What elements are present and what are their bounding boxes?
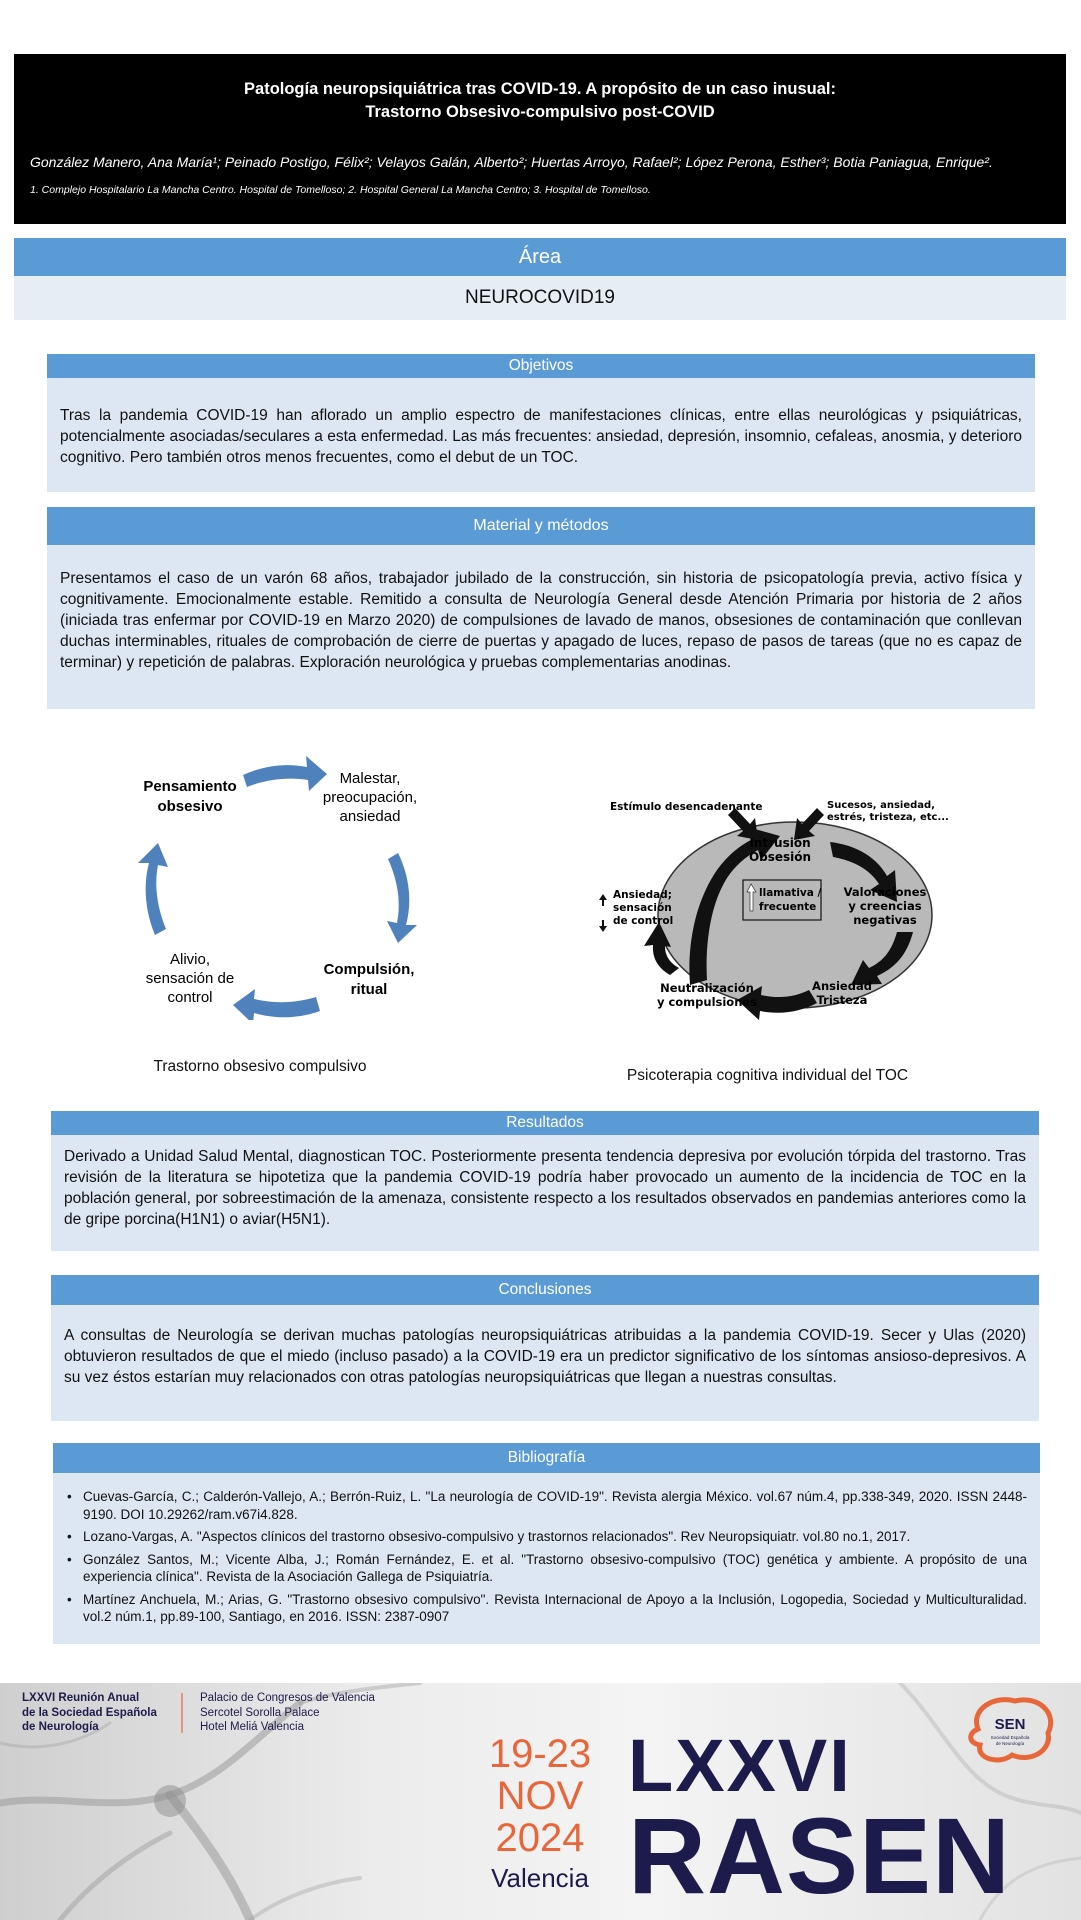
node-pensamiento-1: Pensamiento <box>143 778 237 795</box>
sen-logo-sub-2: de Neurología <box>995 1741 1025 1746</box>
city: Valencia <box>491 1863 589 1893</box>
cycle-arrow-top <box>243 756 327 791</box>
authors: González Manero, Ana María¹; Peinado Postigo, Félix²; Velayos Galán, Alberto²; Huertas Arroyo, Rafael²; López Perona, Esther³; Botia Paniagua, Enrique². <box>30 154 993 170</box>
sen-logo-sub-1: Sociedad Española <box>990 1735 1030 1740</box>
bibliografia-panel <box>53 1473 1040 1644</box>
figure1-caption: Trastorno obsesivo compulsivo <box>153 1058 367 1075</box>
control-down-arrow <box>599 894 607 906</box>
org-line-2: de la Sociedad Española <box>22 1706 157 1719</box>
label-neutralizacion-2: y compulsiones <box>656 995 758 1009</box>
venue-line-2: Sercotel Sorolla Palace <box>200 1706 320 1719</box>
control-up-arrow <box>599 920 607 932</box>
affiliations: 1. Complejo Hospitalario La Mancha Centro. Hospital de Tomelloso; 2. Hospital General La Mancha Centro; 3. Hospital de Tomelloso. <box>30 184 651 196</box>
bibliografia-list <box>53 1488 1027 1626</box>
dates-year: 2024 <box>495 1816 585 1860</box>
label-valoraciones-1: Valoraciones <box>843 885 927 899</box>
bib-item: • González Santos, M.; Vicente Alba, J.; Román Fernández, E. et al. "Trastorno obsesivo-compulsivo (TOC) genética y ambiente. A propósito de una experiencia clínica". Revista de la Asociación Gallega de Psiquiatría. <box>67 1551 1027 1586</box>
cognitive-model-diagram <box>595 790 950 1035</box>
label-intrusion-2: Obsesión <box>748 850 812 864</box>
node-compulsion-1: Compulsión, <box>323 961 415 978</box>
cycle-arrow-right <box>387 853 417 943</box>
title-line-2: Trastorno Obsesivo-compulsivo post-COVID <box>365 103 715 121</box>
node-malestar-3: ansiedad <box>339 808 401 825</box>
bib-item: • Martínez Anchuela, M.; Arias, G. "Trastorno obsesivo compulsivo". Revista Internacional de Apoyo a la Inclusión, Logopedia, Sociedad y Multiculturalidad. vol.2 núm.1, pp.89-100, Santiago, en 2016. ISSN: 2387-0907 <box>67 1591 1027 1626</box>
area-heading: Área <box>14 238 1066 276</box>
congress-footer <box>0 1683 1081 1920</box>
event-number: LXXVI <box>628 1724 852 1807</box>
node-malestar-2: preocupación, <box>322 789 418 806</box>
label-estimulo: Estímulo desencadenante <box>610 801 763 813</box>
resultados-text: Derivado a Unidad Salud Mental, diagnostican TOC. Posteriormente presenta tendencia depresiva por evolución tórpida del trastorno. Tras revisión de la literatura se hipotetiza que la pandemia COVID-19 podría haber provocado un aumento de la incidencia de TOC en la población general, por sobreestimación de la amenaza, consistente respecto a los resultados observados en pandemias anteriores como la de gripe porcina(H1N1) o aviar(H5N1). <box>51 1135 1039 1251</box>
llamativa-box <box>743 880 821 920</box>
label-sucesos-2: estrés, tristeza, etc... <box>827 812 949 823</box>
org-line-3: de Neurología <box>22 1721 99 1733</box>
node-malestar-1: Malestar, <box>339 770 401 787</box>
node-pensamiento-2: obsesivo <box>157 798 223 815</box>
sen-logo-text: SEN <box>994 1716 1026 1733</box>
figure2-caption: Psicoterapia cognitiva individual del TOC <box>626 1067 909 1084</box>
poster-title <box>14 78 1066 124</box>
node-alivio-2: sensación de <box>145 970 235 987</box>
cycle-arrow-left <box>138 843 168 935</box>
dates-block <box>480 1733 600 1859</box>
objetivos-heading: Objetivos <box>47 354 1035 378</box>
org-line-1: LXXVI Reunión Anual <box>22 1692 140 1704</box>
sen-logo <box>960 1689 1060 1769</box>
label-neutralizacion-1: Neutralización <box>660 981 754 995</box>
material-heading: Material y métodos <box>47 507 1035 545</box>
org-block <box>22 1691 157 1735</box>
poster-header <box>14 54 1066 224</box>
conclusiones-text: A consultas de Neurología se derivan muchas patologías neuropsiquiátricas atribuidas a la pandemia COVID-19. Secer y Ulas (2020) obtuvieron resultados de que el miedo (incluso pasado) a la COVID-19 era un predictor significativo de los síntomas ansioso-depresivos. A su vez éstos estarían muy relacionados con otras patologías neuropsiquiátricas que llegan a nuestras consultas. <box>51 1305 1039 1421</box>
conclusiones-heading: Conclusiones <box>51 1275 1039 1305</box>
venue-line-1: Palacio de Congresos de Valencia <box>200 1692 375 1704</box>
event-name: RASEN <box>628 1795 1012 1916</box>
cycle-arrow-bottom <box>233 989 320 1020</box>
node-compulsion-2: ritual <box>350 981 388 998</box>
venue-block <box>200 1691 375 1735</box>
dates-days: 19-23 <box>488 1732 592 1776</box>
area-value: NEUROCOVID19 <box>14 276 1066 320</box>
label-ansiedad-2: Tristeza <box>816 993 868 1007</box>
material-text: Presentamos el caso de un varón 68 años, trabajador jubilado de la construcción, sin historia de psicopatología previa, activo física y cognitivamente. Emocionalmente estable. Remitido a consulta de Neurología General desde Atención Primaria por historia de 2 años (iniciada tras enfermar por COVID-19 en Marzo 2020) de compulsiones de lavado de manos, obsesiones de contaminación que conllevan duchas interminables, rituales de comprobación de cierre de puertas y apagado de luces, repaso de pasos de tareas (que no es capaz de terminar) y repetición de palabras. Exploración neurológica y pruebas complementarias anodinas. <box>47 545 1035 709</box>
dates-month: NOV <box>496 1774 584 1818</box>
venue-line-3: Hotel Meliá Valencia <box>200 1721 304 1733</box>
label-valoraciones-2: y creencias <box>848 899 922 913</box>
toc-cycle-diagram <box>125 735 450 1020</box>
label-ansiedad-1: Ansiedad <box>812 979 872 993</box>
label-intrusion-1: Intrusión <box>749 836 811 850</box>
node-alivio-3: control <box>167 989 213 1006</box>
bibliografia-heading: Bibliografía <box>53 1443 1040 1473</box>
node-alivio-1: Alivio, <box>169 951 211 968</box>
title-line-1: Patología neuropsiquiátrica tras COVID-19. A propósito de un caso inusual: <box>244 80 836 98</box>
label-control-3: de control <box>613 915 674 927</box>
bib-item: • Lozano-Vargas, A. "Aspectos clínicos del trastorno obsesivo-compulsivo y trastornos relacionados". Rev Neuropsiquiatr. vol.80 no.1, 2017. <box>67 1528 1027 1546</box>
label-valoraciones-3: negativas <box>853 913 917 927</box>
label-sucesos-1: Sucesos, ansiedad, <box>827 800 935 811</box>
label-llamativa-2: frecuente <box>759 901 817 913</box>
label-control-1: Ansiedad; <box>613 889 672 901</box>
label-control-2: sensación <box>613 902 672 914</box>
label-llamativa-1: llamativa / <box>759 887 822 899</box>
bib-item: • Cuevas-García, C.; Calderón-Vallejo, A.; Berrón-Ruiz, L. "La neurología de COVID-19". Revista alergia México. vol.67 núm.4, pp.338-349, 2020. ISSN 2448-9190. DOI 10.29262/ram.v67i4.828. <box>67 1488 1027 1523</box>
resultados-heading: Resultados <box>51 1111 1039 1135</box>
objetivos-text: Tras la pandemia COVID-19 han aflorado un amplio espectro de manifestaciones clínicas, entre ellas neurológicas y psiquiátricas, potencialmente asociadas/seculares a esta enfermedad. Las más frecuentes: ansiedad, depresión, insomnio, cefaleas, anosmia, y deterioro cognitivo. Pero también otros menos frecuentes, como el debut de un TOC. <box>47 378 1035 492</box>
